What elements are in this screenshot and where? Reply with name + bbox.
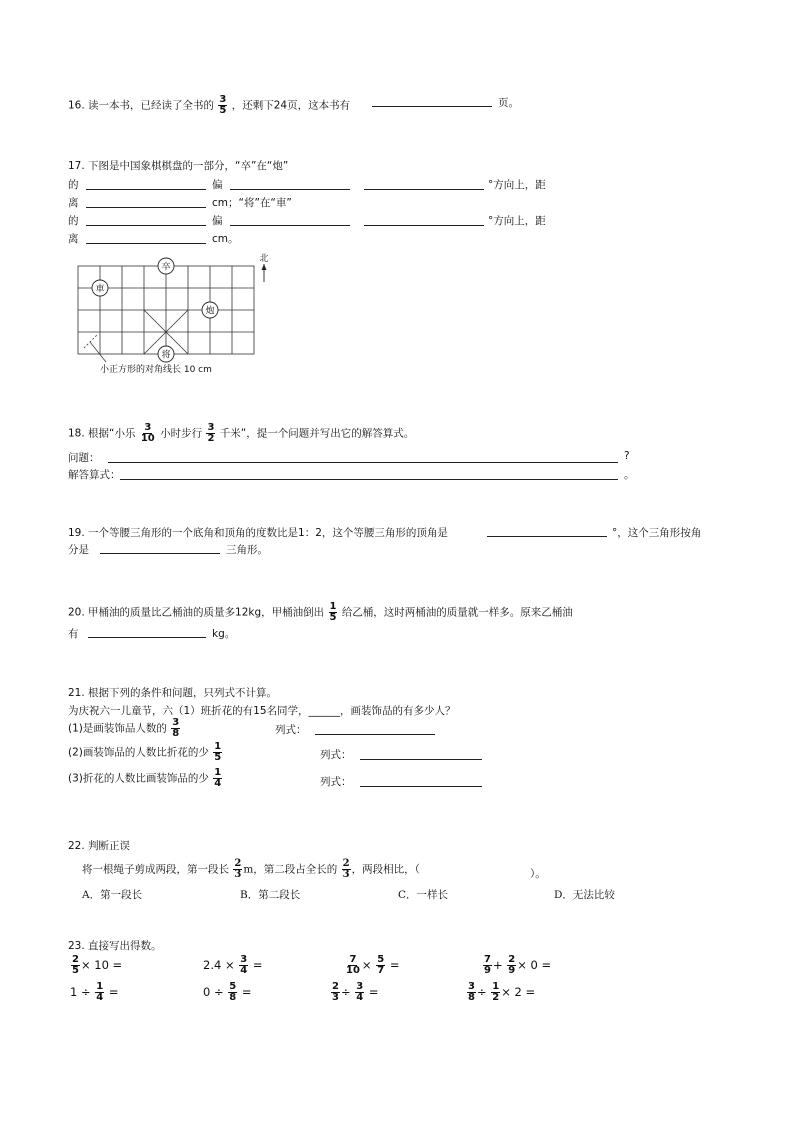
fraction: $\frac{3}{10}$: [140, 422, 155, 444]
condition-2: (2)画装饰品的人数比折花的少 $\frac{1}{5}$: [68, 741, 222, 763]
answer-blank[interactable]: [230, 225, 350, 226]
svg-text:炮: 炮: [205, 306, 215, 317]
north-arrow-icon: [259, 252, 268, 282]
condition-blank[interactable]: ______: [308, 705, 341, 717]
condition-3: (3)折花的人数比画装饰品的少 $\frac{1}{4}$: [68, 767, 222, 789]
question-21: 21. 根据下列的条件和问题，只列式不计算。: [68, 687, 278, 699]
question-number: 16.: [68, 99, 85, 112]
chess-piece-zu: [158, 258, 174, 274]
formula-blank[interactable]: [120, 479, 618, 480]
chess-piece-ju: [92, 280, 108, 296]
fraction: $\frac{3}{8}$: [172, 717, 180, 739]
expression-2: 2.4 × $\frac{3}{4}$ =: [203, 954, 263, 976]
question-16: 16. 读一本书，已经读了全书的 $\frac{3}{5}$ ，还剩下24页，这本书有: [68, 94, 351, 116]
chess-piece-jiang: [158, 346, 174, 362]
fraction: $\frac{3}{2}$: [207, 422, 215, 444]
answer-blank[interactable]: [88, 637, 206, 638]
fraction: $\frac{1}{4}$: [214, 767, 222, 789]
answer-blank[interactable]: [86, 243, 206, 244]
svg-text:卒: 卒: [161, 262, 171, 273]
expression-8: $\frac{3}{8}$ ÷ $\frac{1}{2}$ × 2 =: [468, 981, 536, 1003]
option-d[interactable]: D．无法比较: [554, 889, 615, 901]
expression-5: 1 ÷ $\frac{1}{4}$ =: [70, 981, 119, 1003]
option-b[interactable]: B．第二段长: [240, 889, 301, 901]
question-19: 19. 一个等腰三角形的一个底角和顶角的度数比是1：2，这个等腰三角形的顶角是: [68, 527, 448, 539]
expression-6: 0 ÷ $\frac{5}{8}$ =: [203, 981, 252, 1003]
expression-7: $\frac{2}{3}$ ÷ $\frac{3}{4}$ =: [332, 981, 379, 1003]
question-22: 22. 判断正误: [68, 840, 131, 852]
chess-board-figure: [66, 250, 286, 378]
answer-blank[interactable]: [364, 225, 484, 226]
figure-caption: 小正方形的对角线长 10 cm: [100, 365, 212, 375]
expression-1: $\frac{2}{5}$ × 10 =: [72, 954, 123, 976]
answer-blank[interactable]: [86, 189, 206, 190]
expression-4: $\frac{7}{9}$ + $\frac{2}{9}$ × 0 =: [484, 954, 552, 976]
answer-blank[interactable]: [487, 536, 607, 537]
question-number: 18.: [68, 427, 85, 440]
question-number: 23.: [68, 940, 85, 952]
question-18: 18. 根据“小乐 $\frac{3}{10}$ 小时步行 $\frac{3}{2}$ 千米”，提一个问题并写出它的解答算式。: [68, 422, 415, 444]
question-number: 17.: [68, 160, 85, 172]
question-blank[interactable]: [108, 462, 618, 463]
question-20: 20. 甲桶油的质量比乙桶油的质量多12kg，甲桶油倒出 $\frac{1}{5}$ 给乙桶，这时两桶油的质量就一样多。原来乙桶油: [68, 601, 573, 623]
fraction: $\frac{2}{3}$: [342, 858, 350, 880]
question-21-intro: 为庆祝六一儿童节，六（1）班折花的有15名同学，______，画装饰品的有多少人？: [68, 705, 456, 717]
svg-text:北: 北: [259, 254, 269, 264]
condition-1: (1)是画装饰品人数的 $\frac{3}{8}$: [68, 717, 180, 739]
question-number: 19.: [68, 527, 85, 539]
formula-blank[interactable]: [315, 734, 435, 735]
answer-blank[interactable]: [100, 553, 220, 554]
formula-blank[interactable]: [360, 786, 482, 787]
option-c[interactable]: C．一样长: [398, 889, 449, 901]
option-a[interactable]: A．第一段长: [82, 889, 143, 901]
answer-blank[interactable]: [86, 225, 206, 226]
answer-blank[interactable]: [86, 207, 206, 208]
svg-text:将: 将: [161, 350, 171, 361]
answer-blank[interactable]: [230, 189, 350, 190]
chess-piece-pao: [202, 302, 218, 318]
fraction: $\frac{2}{3}$: [234, 858, 242, 880]
question-17: 17. 下图是中国象棋棋盘的一部分，“卒”在“炮”: [68, 160, 289, 172]
answer-blank[interactable]: [364, 189, 484, 190]
answer-blank[interactable]: [372, 106, 492, 107]
expression-3: $\frac{7}{10}$ × $\frac{5}{7}$ =: [346, 954, 400, 976]
question-number: 21.: [68, 687, 85, 699]
svg-text:車: 車: [95, 284, 105, 295]
fraction: $\frac{1}{5}$: [214, 741, 222, 763]
caption-pointer: [90, 342, 106, 362]
question-number: 22.: [68, 840, 85, 852]
diagonal-marker: [84, 334, 98, 348]
question-number: 20.: [68, 606, 85, 619]
fraction: $\frac{1}{5}$: [329, 601, 337, 623]
question-22-statement: 将一根绳子剪成两段，第一段长 $\frac{2}{3}$ m，第二段占全长的 $\frac{2}{3}$ ，两段相比，（: [82, 858, 420, 880]
question-23: 23. 直接写出得数。: [68, 940, 162, 952]
fraction: $\frac{3}{5}$: [219, 94, 227, 116]
formula-blank[interactable]: [360, 759, 482, 760]
